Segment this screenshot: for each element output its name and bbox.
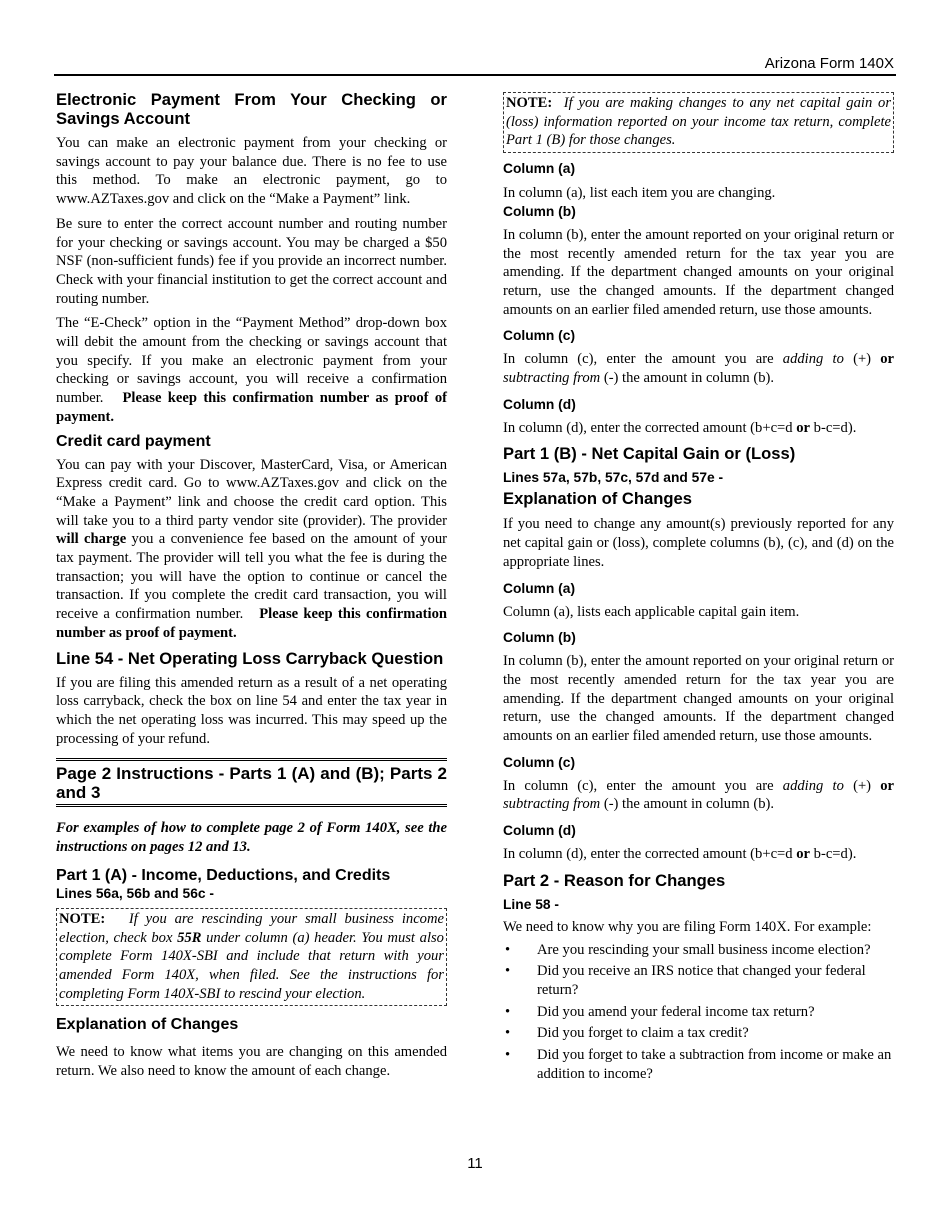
credit-card-p1 bbox=[56, 456, 447, 643]
column-c-pre: In column (c), enter the amount you are bbox=[503, 351, 774, 368]
part1b-column-a-text: Column (a), lists each applicable capital gain item. bbox=[503, 603, 800, 620]
part2-line: Line 58 - bbox=[503, 896, 559, 912]
part1b-column-c-post: (-) the amount in column (b). bbox=[603, 796, 775, 813]
part1a-note-b: under column (a) header. You must also complete Form 140X-SBI and include that return with your amended Form 140X, when filed. See the instructions for completing Form 140X-SBI to rescind your election. bbox=[59, 929, 444, 1002]
line54-p1: If you are filing this amended return as a result of a net operating loss carryback, check the box on line 54 and enter the tax year in which the net operating loss was incurred. This may speed up the processing of your refund. bbox=[56, 674, 447, 747]
part1b-column-c-text bbox=[503, 777, 894, 814]
column-b-text: In column (b), enter the amount reported on your original return or the most recently amended return for the tax year you are amending. If the department changed amounts on your original return, use the changed amounts. If the department changed amounts on an earlier filed amended return, use those amounts. bbox=[503, 226, 894, 318]
column-c-heading: Column (c) bbox=[503, 328, 576, 344]
part1a-subheading: Lines 56a, 56b and 56c - bbox=[56, 885, 214, 901]
list-item: • Are you rescinding your small business income election? bbox=[503, 941, 894, 960]
column-a-text: In column (a), list each item you are changing. bbox=[503, 185, 776, 202]
column-b-heading: Column (b) bbox=[503, 203, 576, 219]
column-d-or: or bbox=[796, 419, 811, 436]
header-rule bbox=[54, 74, 896, 76]
credit-card-p1-bold2: Please keep this confirmation number as proof of payment. bbox=[56, 606, 448, 641]
column-c-or: or bbox=[880, 351, 895, 368]
running-header: Arizona Form 140X bbox=[764, 55, 894, 72]
column-d-post: b-c=d). bbox=[813, 419, 857, 436]
credit-card-p1-a: You can pay with your Discover, MasterCard, Visa, or American Express credit card. Go to www.AZTaxes.gov and click on the “Make a Payment” link and choose the credit card option. This will take you to a third party vendor site (provider). The provider bbox=[56, 456, 447, 529]
left-column bbox=[56, 88, 447, 1087]
column-d-heading: Column (d) bbox=[503, 396, 576, 412]
electronic-payment-p3-bold: Please keep this confirmation number as proof of payment. bbox=[56, 390, 447, 425]
column-a-heading: Column (a) bbox=[503, 161, 576, 177]
electronic-payment-p2: Be sure to enter the correct account number and routing number for your checking or savings account. You may be charged a $50 NSF (non-sufficient funds) fee if you provide an incorrect number. Check with your financial institution to get the correct account and routing number. bbox=[56, 215, 447, 307]
column-c-text bbox=[503, 350, 894, 387]
page2-instructions-banner bbox=[56, 758, 447, 807]
part1b-heading: Part 1 (B) - Net Capital Gain or (Loss) bbox=[503, 444, 796, 464]
part1b-lines: Lines 57a, 57b, 57c, 57d and 57e - bbox=[503, 470, 724, 486]
part1a-note bbox=[56, 908, 447, 1007]
list-item: • Did you forget to take a subtraction from income or make an addition to income? bbox=[503, 1046, 894, 1083]
capital-gain-note bbox=[503, 92, 894, 153]
part1b-column-c-or: or bbox=[880, 777, 895, 794]
electronic-payment-p3-text: The “E-Check” option in the “Payment Method” drop-down box will debit the amount from the checking or savings account that you specify. If you make an electronic payment from your checking or savings account, you will receive a confirmation number. bbox=[56, 315, 447, 407]
column-c-adding: adding to bbox=[782, 351, 844, 368]
part1b-column-c-pre: In column (c), enter the amount you are bbox=[503, 777, 774, 794]
part1b-column-c-subtracting: subtracting from bbox=[503, 796, 601, 813]
part1a-explanation-heading: Explanation of Changes bbox=[56, 1016, 239, 1034]
right-column bbox=[503, 92, 894, 1087]
part1b-column-b-text: In column (b), enter the amount reported on your original return or the most recently amended return for the tax year you are amending. If the department changed amounts on your original return, use the changed amounts. If the department changed amounts on an earlier filed amended return, use those amounts. bbox=[503, 653, 894, 745]
part2-heading: Part 2 - Reason for Changes bbox=[503, 870, 726, 890]
electronic-payment-p1: You can make an electronic payment from your checking or savings account to pay your balance due. There is no fee to use this method. To make an electronic payment, go to www.AZTaxes.gov and click on the “Make a Payment” link. bbox=[56, 135, 447, 208]
part1b-explanation-heading: Explanation of Changes bbox=[503, 489, 693, 509]
part1a-note-bold: 55R bbox=[177, 929, 202, 946]
column-c-subtracting: subtracting from bbox=[503, 370, 601, 387]
credit-card-p1-bold: will charge bbox=[56, 531, 127, 548]
part1b-column-c-heading: Column (c) bbox=[503, 754, 576, 770]
reason-list bbox=[503, 941, 894, 1084]
list-item: • Did you amend your federal income tax return? bbox=[503, 1003, 894, 1022]
part1a-note-text bbox=[59, 910, 444, 1004]
part1b-column-a-heading: Column (a) bbox=[503, 580, 576, 596]
part1a-note-a: If you are rescinding your small business income election, check box bbox=[59, 910, 444, 946]
column-d-pre: In column (d), enter the corrected amount (b+c=d bbox=[503, 419, 793, 436]
part2-intro: We need to know why you are filing Form 140X. For example: bbox=[503, 918, 872, 935]
electronic-payment-heading: Electronic Payment From Your Checking or Savings Account bbox=[56, 90, 447, 128]
part1b-column-d-text bbox=[503, 845, 894, 864]
part1b-column-b-heading: Column (b) bbox=[503, 630, 576, 646]
part1a-explanation-text: We need to know what items you are changing on this amended return. We also need to know the amount of each change. bbox=[56, 1044, 447, 1080]
part1b-column-c-plus: (+) bbox=[853, 777, 872, 794]
part1b-column-d-post: b-c=d). bbox=[813, 846, 857, 863]
credit-card-p1-b: you a convenience fee based on the amount of your tax payment. The provider will tell you what the fee is during the transaction; you will have the option to continue or cancel the transaction. If you complete the credit card transaction, you will receive a confirmation number. bbox=[56, 531, 447, 623]
part1a-heading: Part 1 (A) - Income, Deductions, and Credits bbox=[56, 866, 391, 884]
electronic-payment-p3 bbox=[56, 314, 447, 426]
page2-heading: Page 2 Instructions - Parts 1 (A) and (B); Parts 2 and 3 bbox=[56, 764, 447, 803]
list-item: • Did you forget to claim a tax credit? bbox=[503, 1024, 894, 1043]
page-number: 11 bbox=[467, 1155, 483, 1172]
part1b-column-c-adding: adding to bbox=[782, 777, 844, 794]
part1b-column-d-pre: In column (d), enter the corrected amount (b+c=d bbox=[503, 846, 793, 863]
list-item: • Did you receive an IRS notice that changed your federal return? bbox=[503, 962, 894, 999]
part1b-p1: If you need to change any amount(s) previously reported for any net capital gain or (loss), complete columns (b), (c), and (d) on the appropriate lines. bbox=[503, 516, 894, 570]
column-c-post: (-) the amount in column (b). bbox=[603, 370, 775, 387]
part1a-note-label: NOTE: bbox=[59, 910, 106, 927]
credit-card-heading: Credit card payment bbox=[56, 432, 211, 450]
column-d-text bbox=[503, 419, 894, 438]
capital-gain-note-body: If you are making changes to any net capital gain or (loss) information reported on your income tax return, complete Part 1 (B) for those changes. bbox=[506, 95, 892, 149]
capital-gain-note-label: NOTE: bbox=[506, 95, 553, 111]
column-c-plus: (+) bbox=[853, 351, 872, 368]
part1b-column-d-or: or bbox=[796, 846, 811, 863]
page2-intro: For examples of how to complete page 2 of Form 140X, see the instructions on pages 12 and 13. bbox=[56, 820, 447, 856]
line54-heading: Line 54 - Net Operating Loss Carryback Question bbox=[56, 648, 444, 668]
capital-gain-note-text bbox=[506, 94, 891, 150]
part1b-column-d-heading: Column (d) bbox=[503, 823, 576, 839]
